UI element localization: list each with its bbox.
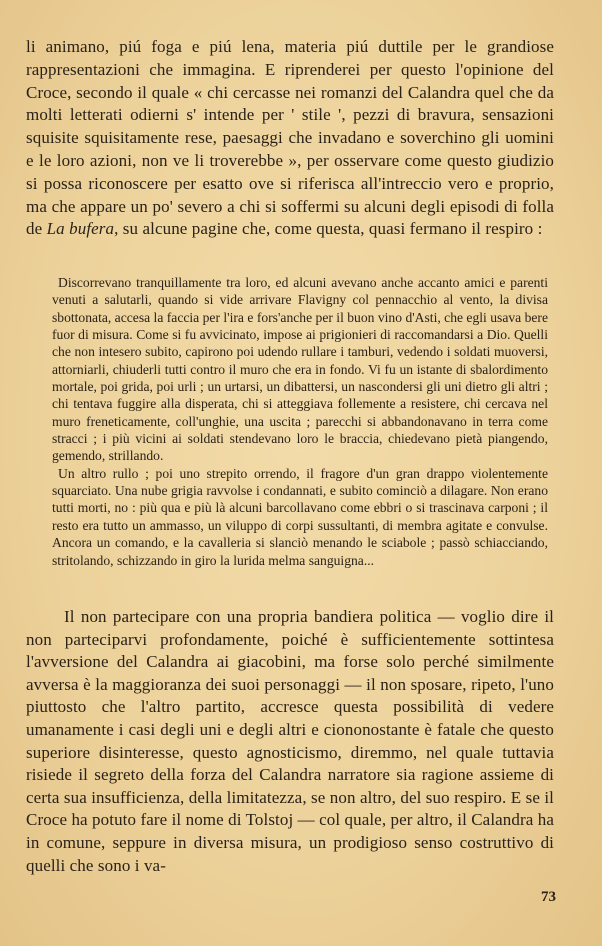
block-quote <box>52 274 548 569</box>
paragraph-1-text: li animano, piú foga e piú lena, materia piú duttile per le grandiose rappresentazioni che immagina. E riprenderei per questo l'opinione del Croce, secondo il quale « chi cercasse nei romanzi del Calandra quel che da molti letterati odierni s' intende per ' stile ', pezzi di bravura, sensazioni squisite squisitamente rese, paesaggi che invadano e soverchino gli uomini e le loro azioni, non ve li troverebbe », per osservare come questo giudizio si possa riconoscere per esatto ove si riferisca all'intreccio vero e proprio, ma che appare un po' severo a chi si soffermi su alcuni degli episodi di folla de <box>26 37 554 239</box>
page-number: 73 <box>541 889 556 905</box>
quote-paragraph-1: Discorrevano tranquillamente tra loro, ed alcuni avevano anche accanto amici e parenti venuti a salutarli, quando si vide arrivare Flavigny col pennacchio al vento, la divisa sbottonata, accesa la faccia per l'ira e fors'anche per il buon vino d'Asti, che egli usava bere fuor di misura. Come si fu avvicinato, impose ai prigionieri di raccomandarsi a Dio. Quelli che non intesero subito, capirono poi udendo rullare i tamburi, vedendo i soldati muoversi, attorniarli, chiuderli tutti contro il muro che era in fondo. Vi fu un istante di sbalordimento mortale, poi grida, poi urli ; un urtarsi, un dibattersi, un nascondersi gli uni dietro gli altri ; chi tentava fuggire alla disperata, chi si atteggiava follemente a resistere, chi cercava nel muro freneticamente, coll'unghie, una uscita ; parecchi si abbandonavano in terra come stracci ; i più vicini ai soldati stendevano loro le braccia, chiedevano pietà piangendo, gemendo, strillando. <box>52 275 548 464</box>
paragraph-1-end: , su alcune pagine che, come questa, quasi fermano il respiro : <box>114 219 543 239</box>
body-paragraph-1 <box>26 36 554 241</box>
body-paragraph-2: Il non partecipare con una propria bandiera politica — voglio dire il non parteciparvi profondamente, poiché è sufficientemente sottintesa l'avversione del Calandra ai giacobini, ma forse solo perché similmente avversa è la maggioranza dei suoi personaggi — il non sposare, ripeto, l'uno piuttosto che l'altro partito, accresce questa possibilità di vedere umanamente i casi degli uni e degli altri e ciononostante è fatale che questo superiore disinteresse, questo agnosticismo, diremmo, nel quale tuttavia risiede il segreto della forza del Calandra narratore sia ragione assieme di certa sua insufficienza, della limitatezza, se non altro, del suo respiro. E se il Croce ha potuto fare il nome di Tolstoj — col quale, per altro, il Calandra ha in comune, seppure in diversa misura, un prodigioso senso costruttivo di quelli che sono i va- <box>26 607 554 875</box>
book-title-la-bufera: La bufera <box>46 219 115 239</box>
quote-paragraph-2: Un altro rullo ; poi uno strepito orrendo, il fragore d'un gran drappo violentemente squarciato. Una nube grigia ravvolse i condannati, e subito cominciò a dilagare. Non erano tutti morti, no : più qua e più là alcuni barcollavano come ebbri o si trascinava carponi ; il resto era tutto un ammasso, un viluppo di corpi sussultanti, di membra agitate e convulse. Ancora un comando, e la cavalleria si slanciò menando le sciabole ; passò schiacciando, stritolando, schizzando in giro la lurida melma sanguigna... <box>52 465 548 568</box>
